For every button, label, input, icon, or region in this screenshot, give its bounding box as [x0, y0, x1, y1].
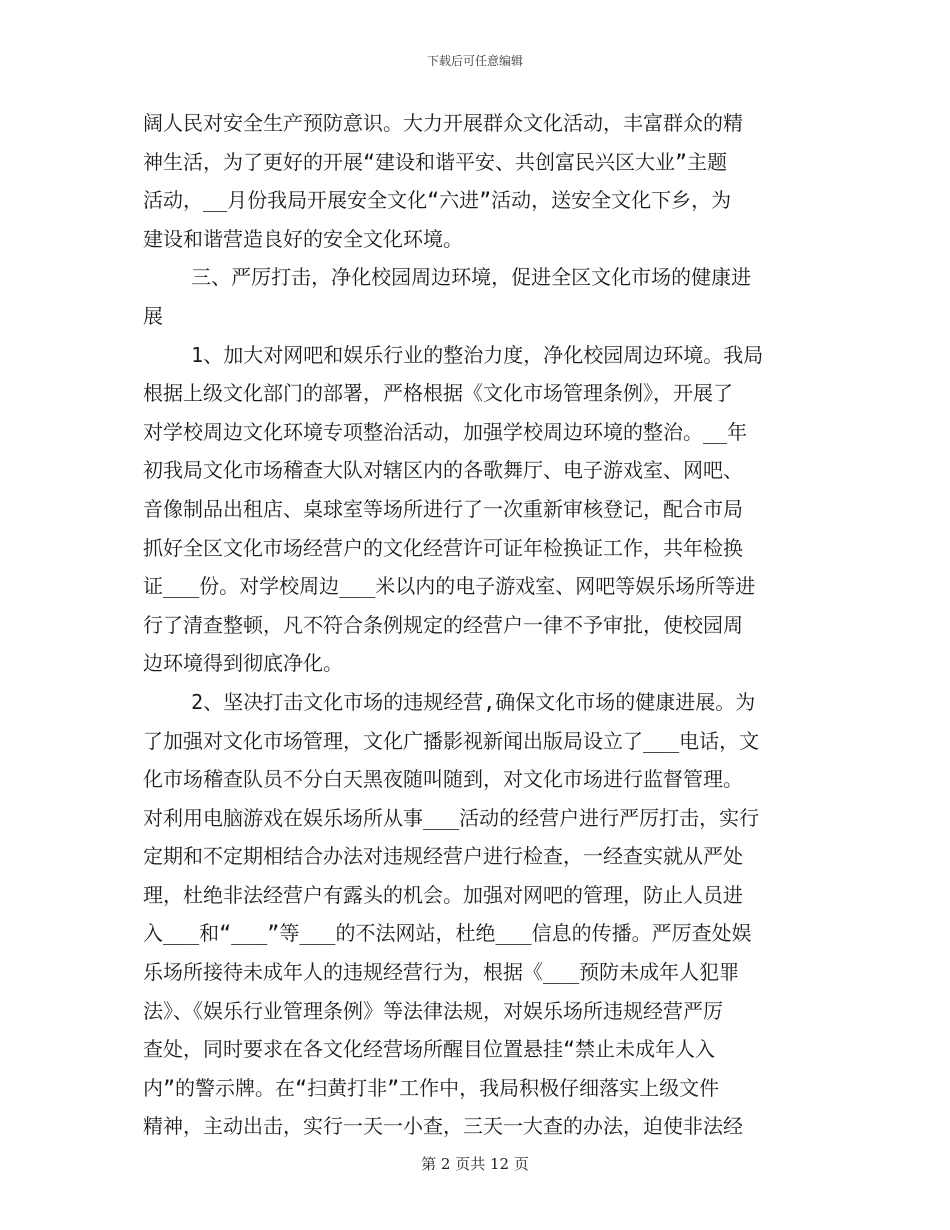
- page-number: 第 2 页共 12 页: [421, 1155, 529, 1173]
- section-heading-line: 展: [143, 303, 163, 328]
- text-line: 法》、《娱乐行业管理条例》等法律法规，对娱乐场所违规经营严厉: [143, 998, 723, 1023]
- text-line: 建设和谐营造良好的安全文化环境。: [143, 226, 463, 251]
- page-header: 下载后可任意编辑: [426, 54, 523, 68]
- text-line: 乐场所接待未成年人的违规经营行为，根据《___预防未成年人犯罪: [143, 960, 740, 985]
- text-line: 对学校周边文化环境专项整治活动，加强学校周边环境的整治。__年: [143, 419, 748, 444]
- text-line: 阔人民对安全生产预防意识。大力开展群众文化活动，丰富群众的精: [143, 111, 743, 135]
- text-line: 2、坚决打击文化市场的违规经营,确保文化市场的健康进展。为: [143, 689, 756, 714]
- text-line: 初我局文化市场稽查大队对辖区内的各歌舞厅、电子游戏室、网吧、: [143, 458, 743, 483]
- text-line: 音像制品出租店、桌球室等场所进行了一次重新审核登记，配合市局: [143, 496, 743, 521]
- text-line: 根据上级文化部门的部署，严格根据《文化市场管理条例》，开展了: [143, 381, 733, 406]
- text-line: 定期和不定期相结合办法对违规经营户进行检查，一经查实就从严处: [143, 844, 743, 869]
- text-line: 活动，__月份我局开展安全文化“六进”活动，送安全文化下乡，为: [143, 188, 732, 213]
- text-line: 对利用电脑游戏在娱乐场所从事___活动的经营户进行严厉打击，实行: [143, 805, 760, 830]
- text-line: 行了清查整顿，凡不符合条例规定的经营户一律不予审批，使校园周: [143, 612, 743, 637]
- text-line: 证___份。对学校周边___米以内的电子游戏室、网吧等娱乐场所等进: [143, 574, 756, 599]
- text-line: 边环境得到彻底净化。: [143, 651, 343, 676]
- section-heading-line: 三、严厉打击，净化校园周边环境，促进全区文化市场的健康进: [143, 265, 752, 290]
- text-line: 查处，同时要求在各文化经营场所醒目位置悬挂“禁止未成年人入: [143, 1037, 716, 1062]
- text-line: 抓好全区文化市场经营户的文化经营许可证年检换证工作，共年检换: [143, 535, 743, 560]
- text-line: 1、加大对网吧和娱乐行业的整治力度，净化校园周边环境。我局: [143, 342, 764, 367]
- text-line: 精神，主动出击，实行一天一小查，三天一大查的办法，迫使非法经: [143, 1114, 743, 1139]
- text-line: 理，杜绝非法经营户有露头的机会。加强对网吧的管理，防止人员进: [143, 882, 743, 907]
- text-line: 入___和“___”等___的不法网站，杜绝___信息的传播。严厉查处娱: [143, 921, 752, 946]
- text-line: 神生活，为了更好的开展“建设和谐平安、共创富民兴区大业”主题: [143, 149, 728, 174]
- text-line: 了加强对文化市场管理，文化广播影视新闻出版局设立了___电话，文: [143, 728, 760, 753]
- text-line: 内”的警示牌。在“扫黄打非”工作中，我局积极仔细落实上级文件: [143, 1075, 720, 1100]
- text-line: 化市场稽查队员不分白天黑夜随叫随到，对文化市场进行监督管理。: [143, 767, 743, 792]
- document-body: [143, 104, 809, 1146]
